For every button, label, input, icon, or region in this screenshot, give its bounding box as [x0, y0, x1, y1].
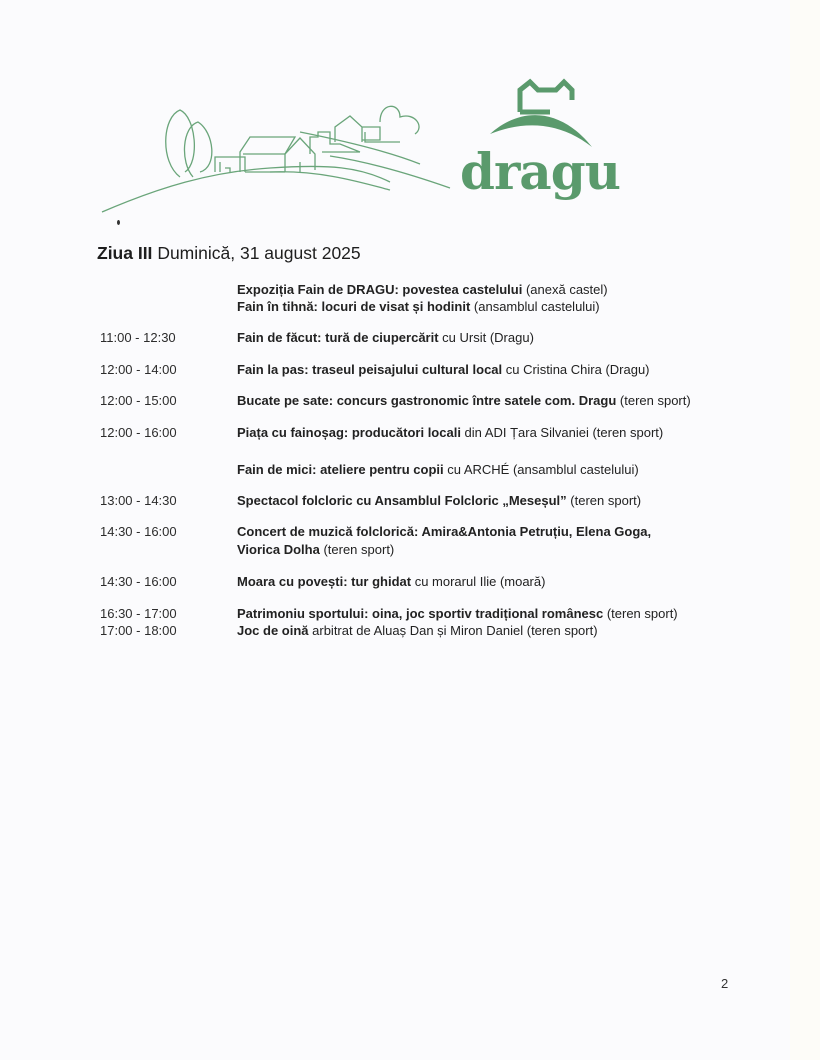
- event-title: Fain de mici: ateliere pentru copii: [237, 462, 444, 477]
- event-title: Patrimoniu sportului: oina, joc sportiv tradițional românesc: [237, 606, 604, 621]
- event-details: (anexă castel): [522, 282, 608, 297]
- event-title: Moara cu povești: tur ghidat: [237, 574, 412, 589]
- event-time: 14:30 - 16:00: [100, 524, 177, 539]
- event-title: Joc de oină: [237, 623, 309, 638]
- event-time: 12:00 - 14:00: [100, 362, 177, 377]
- day-label: Ziua III: [97, 243, 153, 263]
- event-details: cu Ursit (Dragu): [438, 330, 534, 345]
- event-time: 13:00 - 14:30: [100, 493, 177, 508]
- event-title: Expoziția Fain de DRAGU: povestea castelului: [237, 282, 523, 297]
- page-edge: [790, 0, 820, 1060]
- event-title: Fain la pas: traseul peisajului cultural local: [237, 362, 503, 377]
- event-details: arbitrat de Aluaș Dan și Miron Daniel (teren sport): [308, 623, 598, 638]
- event-time: 17:00 - 18:00: [100, 623, 177, 638]
- event-title: Piața cu fainoșag: producători locali: [237, 425, 461, 440]
- event-details: (teren sport): [616, 393, 691, 408]
- day-heading: [97, 243, 361, 264]
- event-time: 12:00 - 15:00: [100, 393, 177, 408]
- event-details: (teren sport): [603, 606, 678, 621]
- event-title-continued: Viorica Dolha: [237, 542, 320, 557]
- event-details: (teren sport): [319, 542, 395, 557]
- event-details: din ADI Țara Silvaniei (teren sport): [460, 425, 664, 440]
- event-details: cu morarul Ilie (moară): [411, 574, 546, 589]
- dragu-logo: [100, 72, 640, 242]
- event-details: (teren sport): [566, 493, 642, 508]
- day-date: Duminică, 31 august 2025: [157, 243, 361, 263]
- event-title: Concert de muzică folclorică: Amira&Antonia Petruțiu, Elena Goga,: [237, 524, 652, 539]
- event-title: Fain în tihnă: locuri de visat și hodinit: [237, 299, 471, 314]
- event-title: Fain de făcut: tură de ciupercărit: [237, 330, 439, 345]
- event-details: cu ARCHÉ (ansamblul castelului): [443, 462, 639, 477]
- logo-wordmark: dragu: [460, 142, 621, 201]
- event-title: Spectacol folcloric cu Ansamblul Folcloric „Meseșul”: [237, 493, 567, 508]
- event-time: 14:30 - 16:00: [100, 574, 177, 589]
- event-details: cu Cristina Chira (Dragu): [502, 362, 650, 377]
- event-time: 16:30 - 17:00: [100, 606, 177, 621]
- event-details: (ansamblul castelului): [470, 299, 600, 314]
- event-time: 11:00 - 12:30: [100, 330, 176, 345]
- event-title: Bucate pe sate: concurs gastronomic între satele com. Dragu: [237, 393, 617, 408]
- event-time: 12:00 - 16:00: [100, 425, 177, 440]
- scan-speck: [117, 220, 120, 225]
- page-number: 2: [721, 976, 729, 991]
